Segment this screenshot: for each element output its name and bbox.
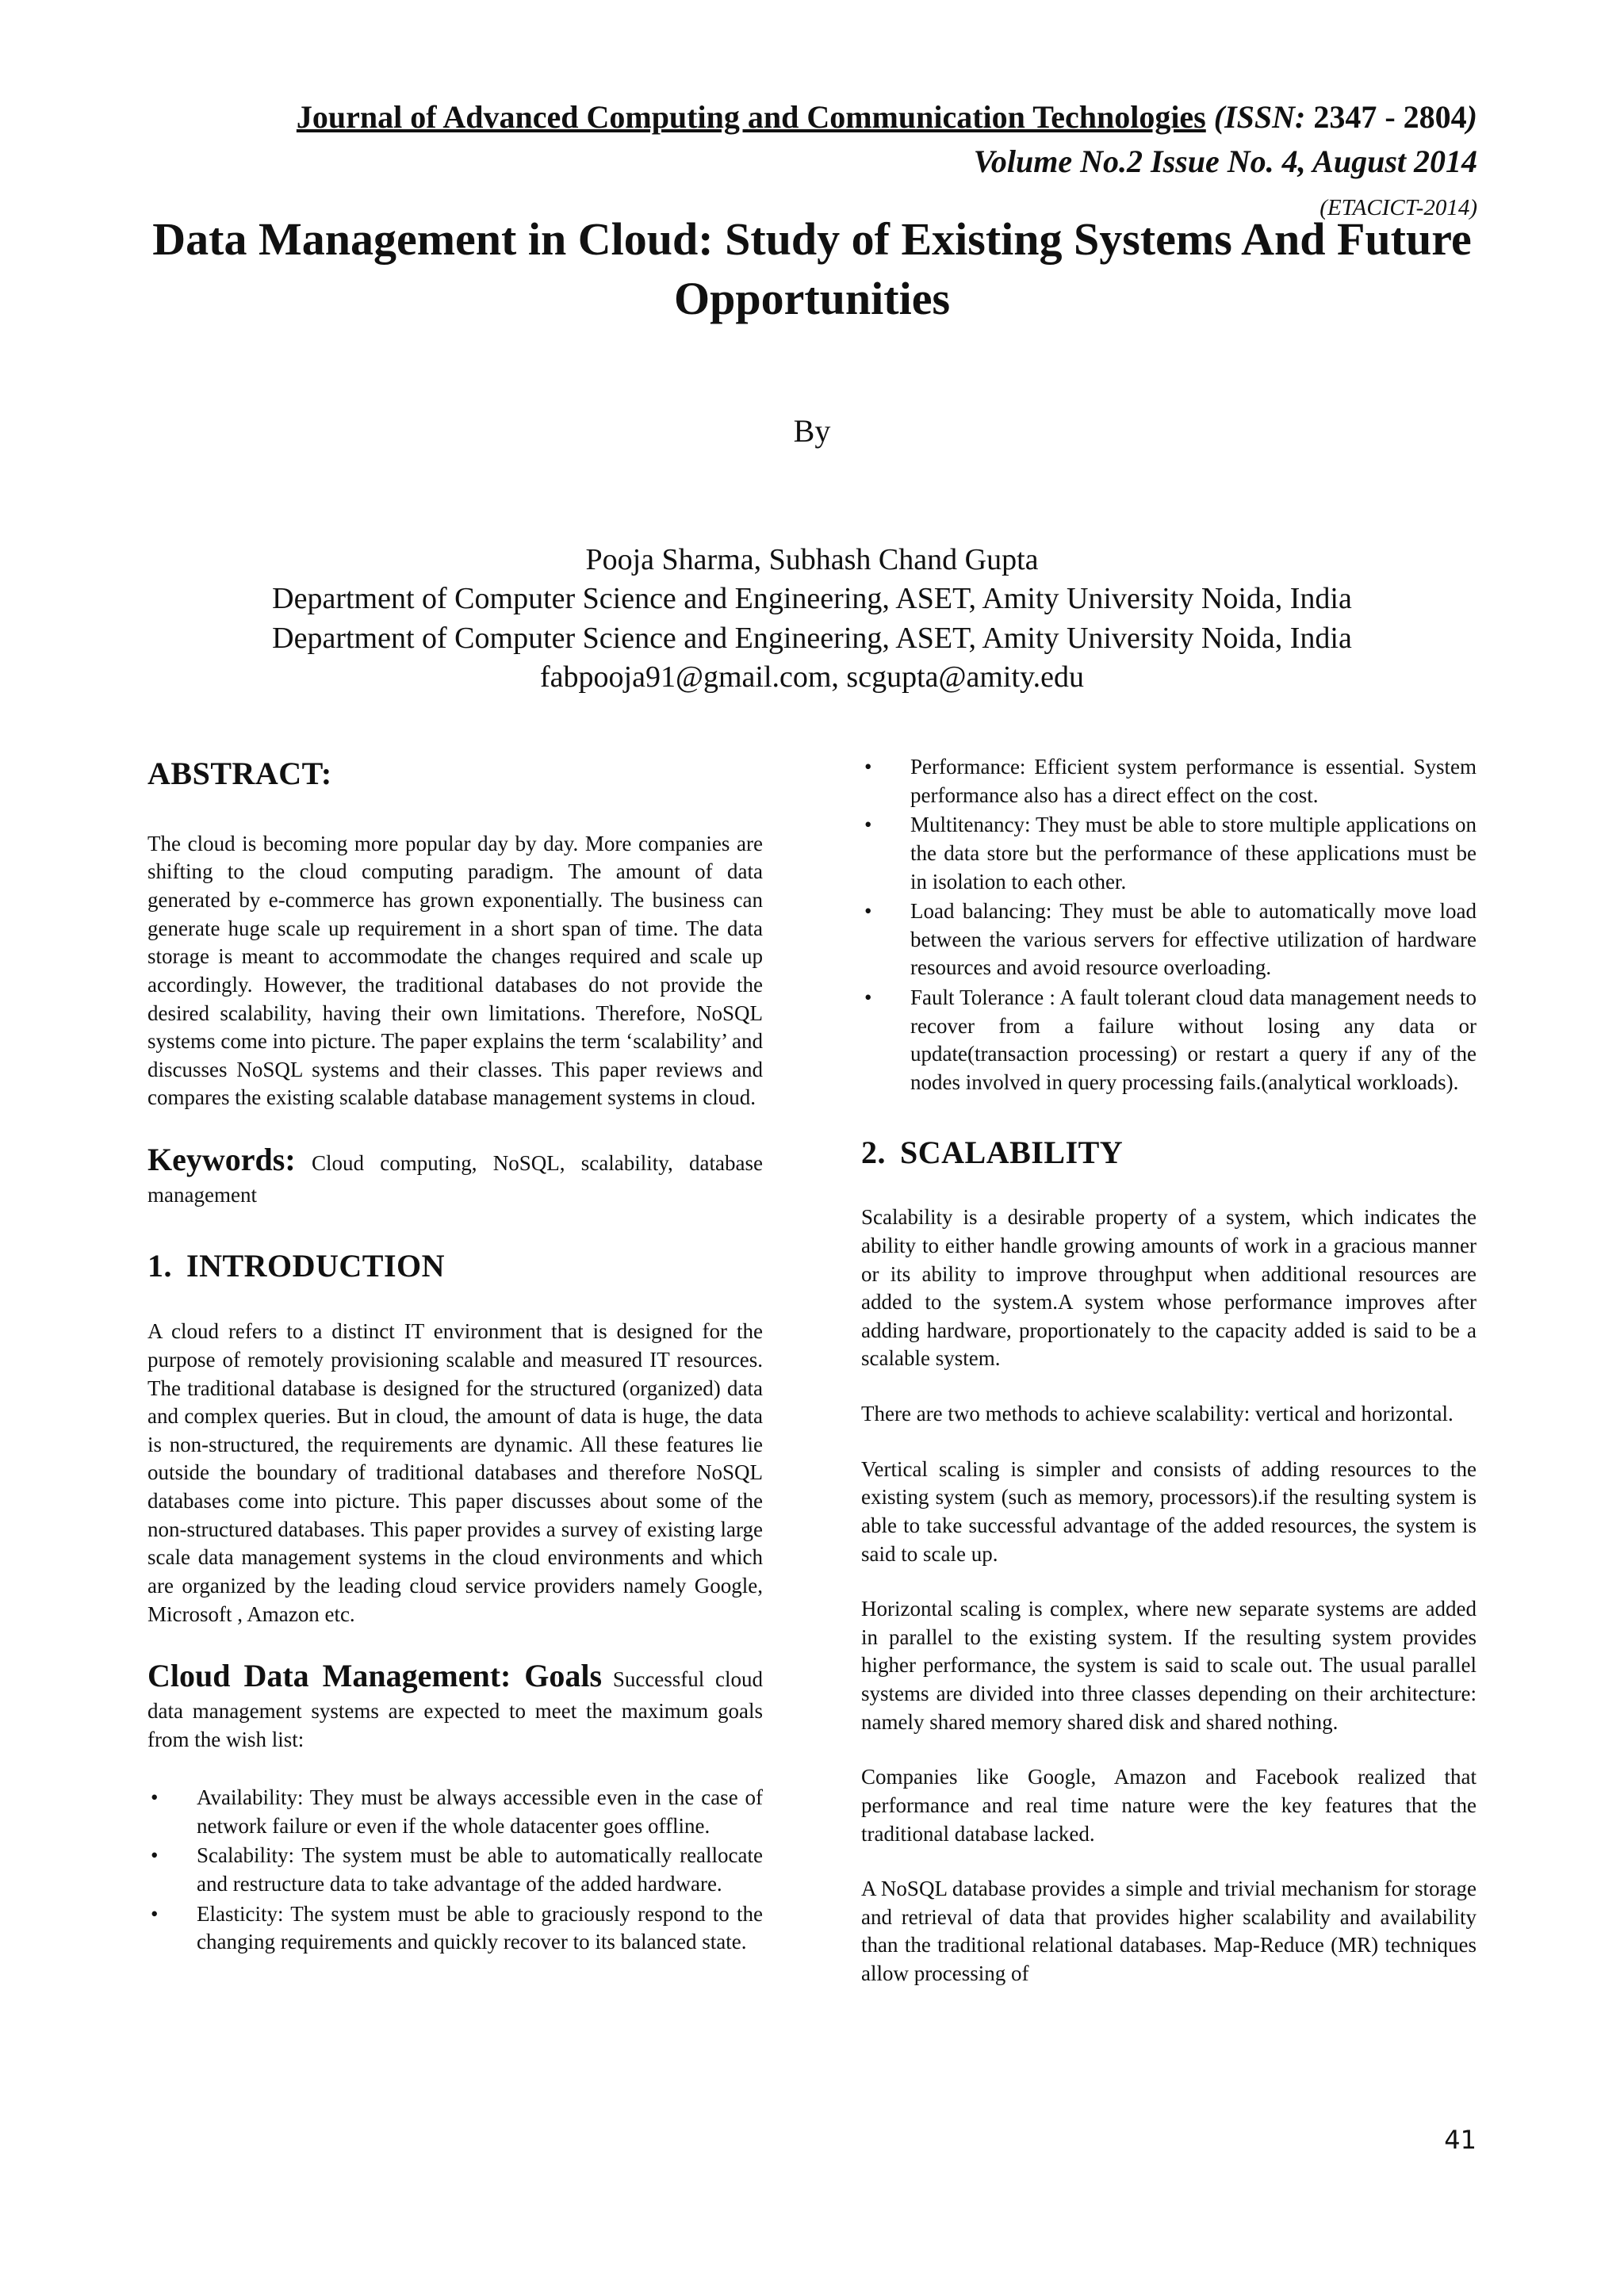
bullet-icon: • (864, 899, 872, 924)
left-column (147, 753, 763, 1984)
issn-label: ISSN: (1224, 99, 1306, 135)
scalability-paragraph: Vertical scaling is simpler and consists of adding resources to the existing system (such as memory, processors).if the resulting system is able to take successful advantage of the added resources, the system is said to scale up. (861, 1456, 1477, 1566)
conference-tag: (ETACICT-2014) (1320, 195, 1477, 220)
goal-item: • Elasticity: The system must be able to graciously respond to the changing requirements and quickly recover to its balanced state. (151, 1901, 763, 1954)
scalability-paragraph: Horizontal scaling is complex, where new separate systems are added in parallel to the existing system. If the resulting system provides higher performance, the system is said to scale out. The usual parallel systems are divided into three classes depending on their architecture: namely shared memory shared disk and shared nothing. (861, 1597, 1477, 1734)
goals-list-left (147, 1784, 763, 1957)
bullet-icon: • (864, 985, 872, 1009)
scalability-paragraph: Companies like Google, Amazon and Facebook realized that performance and real time nature were the key features that the traditional database lacked. (861, 1765, 1477, 1846)
right-column (861, 753, 1477, 2015)
scalability-paragraph: Scalability is a desirable property of a system, which indicates the ability to either handle growing amounts of work in a gracious manner or its ability to improve throughput when additional resources are added to the system.A system whose performance improves after adding hardware, proportionately to the capacity added is said to be a scalable system. (861, 1205, 1477, 1371)
page-number: 41 (1444, 2125, 1477, 2155)
goals-heading: Cloud Data Management: Goals (147, 1658, 603, 1694)
author-names: Pooja Sharma, Subhash Chand Gupta (585, 543, 1039, 576)
introduction-heading (147, 1246, 763, 1288)
keywords-label: Keywords: (147, 1142, 296, 1178)
introduction-number: 1. (147, 1248, 172, 1284)
goal-item: • Load balancing: They must be able to automatically move load between the various servers for effective utilization of hardware resources and avoid resource overloading. (864, 899, 1477, 980)
author-affiliation-1: Department of Computer Science and Engineering, ASET, Amity University Noida, India (272, 582, 1352, 616)
bullet-icon: • (151, 1785, 159, 1810)
journal-name: Journal of Advanced Computing and Communication Technologies (296, 99, 1206, 135)
paper-title: Data Management in Cloud: Study of Existing Systems And Future Opportunities (152, 213, 1472, 325)
scalability-title: SCALABILITY (900, 1134, 1124, 1170)
journal-line: Journal of Advanced Computing and Communication Technologies (ISSN: 2347 - 2804) (296, 99, 1477, 135)
author-block (0, 541, 1624, 698)
abstract-text: The cloud is becoming more popular day by day. More companies are shifting to the cloud computing paradigm. The amount of data generated by e-commerce has grown exponentially. The business can generate huge scale up requirement in a short span of time. The data storage is meant to accommodate the changes required and scale up accordingly. However, the traditional databases do not provide the desired scalability, having their own limitations. Therefore, NoSQL systems come into picture. The paper explains the term ‘scalability’ and discusses NoSQL systems and their classes. This paper reviews and compares the existing scalable database management systems in cloud. (147, 831, 763, 1110)
scalability-paragraph: There are two methods to achieve scalability: vertical and horizontal. (861, 1402, 1454, 1426)
goals-intro: Successful cloud data management systems are expected to meet the maximum goals from the wish list: (147, 1667, 764, 1751)
bullet-icon: • (151, 1901, 159, 1926)
scalability-paragraph: A NoSQL database provides a simple and trivial mechanism for storage and retrieval of data that provides higher scalability and availability than the traditional relational databases. Map-Reduce (MR) techniques allow processing of (861, 1877, 1477, 1986)
goals-paragraph (147, 1655, 763, 1754)
abstract-heading: ABSTRACT: (147, 756, 332, 791)
bullet-icon: • (864, 755, 872, 779)
bullet-icon: • (864, 813, 872, 837)
goal-item: • Performance: Efficient system performance is essential. System performance also has a direct effect on the cost. (864, 755, 1477, 807)
goal-item: • Availability: They must be always accessible even in the case of network failure or even if the whole datacenter goes offline. (151, 1785, 763, 1838)
scalability-number: 2. (861, 1134, 886, 1170)
volume-info: Volume No.2 Issue No. 4, August 2014 (973, 144, 1477, 179)
goal-item: • Scalability: The system must be able to automatically reallocate and restructure data to take advantage of the added hardware. (151, 1843, 763, 1896)
goal-item: • Multitenancy: They must be able to store multiple applications on the data store but the performance of these applications must be in isolation to each other. (864, 813, 1477, 894)
issn-value: 2347 - 2804 (1313, 99, 1467, 135)
introduction-title: INTRODUCTION (186, 1248, 446, 1284)
introduction-text: A cloud refers to a distinct IT environment that is designed for the purpose of remotely provisioning scalable and measured IT resources. The traditional database is designed for the structured (organized) data and complex queries. But in cloud, the amount of data is huge, the data is non-structured, the requirements are dynamic. All these features lie outside the boundary of traditional databases and therefore NoSQL databases come into picture. This paper discusses about some of the non-structured databases. This paper provides a survey of existing large scale data management systems in the cloud environments and which are organized by the leading cloud service providers namely Google, Microsoft , Amazon etc. (147, 1319, 763, 1626)
author-emails: fabpooja91@gmail.com, scgupta@amity.edu (540, 660, 1084, 695)
goal-item: • Fault Tolerance : A fault tolerant cloud data management needs to recover from a failure without losing any data or update(transaction processing) or restart a query if any of the nodes involved in query processing fails.(analytical workloads). (864, 985, 1477, 1094)
bullet-icon: • (151, 1843, 159, 1868)
author-affiliation-2: Department of Computer Science and Engineering, ASET, Amity University Noida, India (272, 621, 1352, 655)
journal-header (297, 97, 1477, 224)
scalability-heading (861, 1132, 1477, 1174)
keywords-text: Cloud computing, NoSQL, scalability, database management (147, 1151, 763, 1207)
by-line: By (793, 413, 831, 449)
goals-list-right (861, 753, 1477, 1097)
keywords (147, 1139, 763, 1209)
